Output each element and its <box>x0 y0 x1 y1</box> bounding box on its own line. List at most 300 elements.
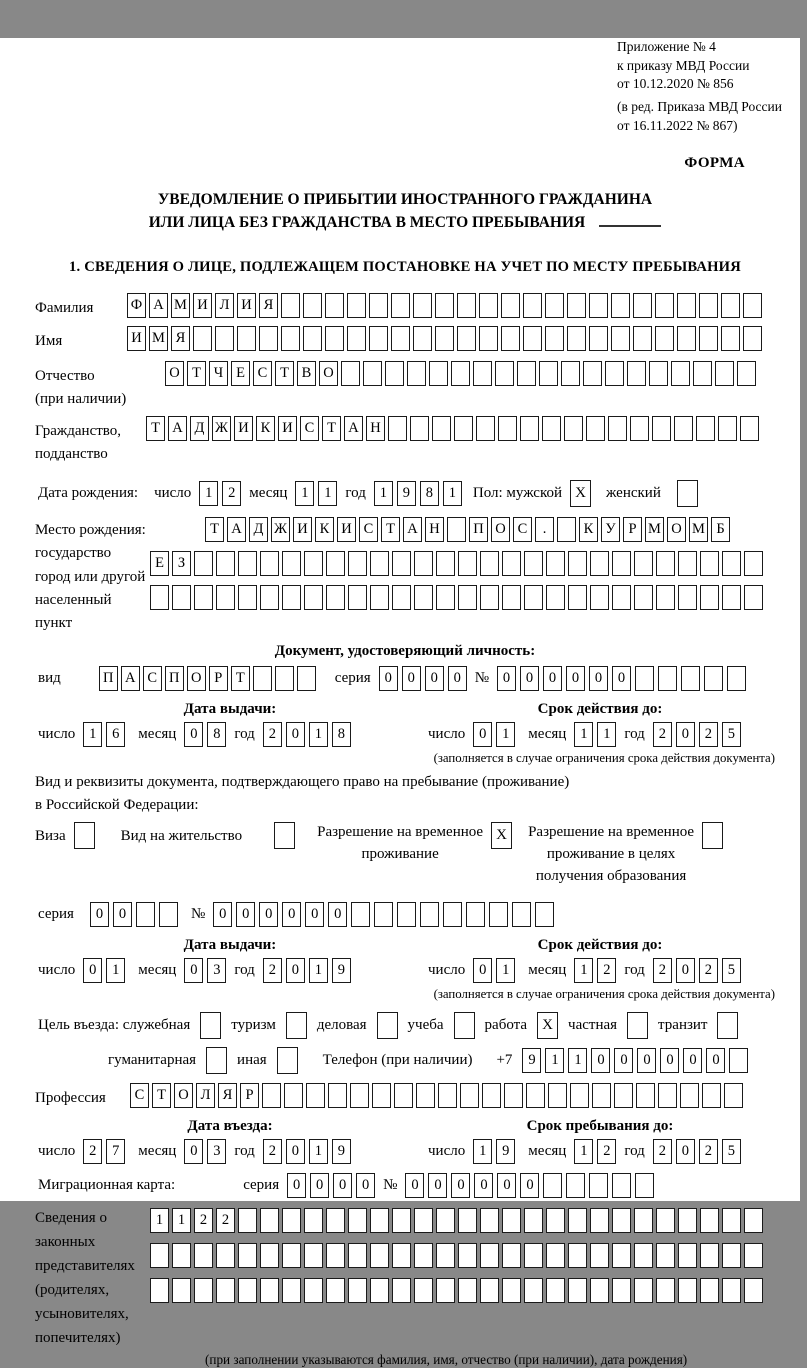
char-box[interactable]: Л <box>215 293 234 318</box>
char-box[interactable] <box>656 585 675 610</box>
char-box[interactable]: 0 <box>543 666 562 691</box>
char-box[interactable]: 0 <box>676 958 695 983</box>
char-box[interactable] <box>656 551 675 576</box>
char-box[interactable]: 0 <box>566 666 585 691</box>
char-box[interactable] <box>590 1243 609 1268</box>
char-box[interactable] <box>304 1208 323 1233</box>
char-box[interactable] <box>489 902 508 927</box>
char-box[interactable]: Т <box>152 1083 171 1108</box>
char-box[interactable]: 3 <box>207 958 226 983</box>
char-box[interactable] <box>634 1243 653 1268</box>
char-box[interactable] <box>649 361 668 386</box>
char-box[interactable] <box>392 585 411 610</box>
char-box[interactable] <box>262 1083 281 1108</box>
char-box[interactable] <box>634 1208 653 1233</box>
purpose-ucheba-checkbox[interactable] <box>454 1012 475 1039</box>
visa-checkbox[interactable] <box>74 822 95 849</box>
char-box[interactable]: 1 <box>309 722 328 747</box>
temp-permit-checkbox[interactable]: X <box>491 822 512 849</box>
char-box[interactable]: 0 <box>405 1173 424 1198</box>
char-box[interactable]: 0 <box>425 666 444 691</box>
char-box[interactable] <box>303 326 322 351</box>
char-box[interactable]: И <box>193 293 212 318</box>
char-box[interactable]: 2 <box>699 1139 718 1164</box>
char-box[interactable]: 9 <box>397 481 416 506</box>
char-box[interactable]: 0 <box>184 722 203 747</box>
char-box[interactable]: Е <box>150 551 169 576</box>
char-box[interactable]: А <box>344 416 363 441</box>
residence-permit-checkbox[interactable] <box>274 822 295 849</box>
char-box[interactable] <box>363 361 382 386</box>
char-box[interactable]: 1 <box>545 1048 564 1073</box>
char-box[interactable] <box>543 1173 562 1198</box>
char-box[interactable]: 1 <box>309 1139 328 1164</box>
char-box[interactable]: О <box>174 1083 193 1108</box>
char-box[interactable] <box>304 551 323 576</box>
char-box[interactable]: 7 <box>106 1139 125 1164</box>
char-box[interactable] <box>237 326 256 351</box>
char-box[interactable]: Т <box>146 416 165 441</box>
char-box[interactable] <box>724 1083 743 1108</box>
char-box[interactable]: 0 <box>706 1048 725 1073</box>
char-box[interactable] <box>136 902 155 927</box>
char-box[interactable]: О <box>491 517 510 542</box>
char-box[interactable] <box>681 666 700 691</box>
char-box[interactable]: А <box>227 517 246 542</box>
char-box[interactable]: 9 <box>332 958 351 983</box>
char-box[interactable] <box>523 326 542 351</box>
char-box[interactable] <box>546 585 565 610</box>
char-box[interactable] <box>238 551 257 576</box>
char-box[interactable] <box>635 666 654 691</box>
char-box[interactable] <box>658 1083 677 1108</box>
char-box[interactable] <box>159 902 178 927</box>
purpose-inaya-checkbox[interactable] <box>277 1047 298 1074</box>
char-box[interactable] <box>722 551 741 576</box>
char-box[interactable]: С <box>300 416 319 441</box>
char-box[interactable] <box>457 326 476 351</box>
char-box[interactable] <box>436 551 455 576</box>
char-box[interactable] <box>391 293 410 318</box>
char-box[interactable]: И <box>337 517 356 542</box>
char-box[interactable] <box>326 551 345 576</box>
char-box[interactable] <box>740 416 759 441</box>
char-box[interactable] <box>458 1243 477 1268</box>
char-box[interactable] <box>524 585 543 610</box>
char-box[interactable] <box>420 902 439 927</box>
char-box[interactable] <box>260 585 279 610</box>
char-box[interactable]: 9 <box>496 1139 515 1164</box>
char-box[interactable]: Р <box>209 666 228 691</box>
char-box[interactable]: 0 <box>520 1173 539 1198</box>
char-box[interactable] <box>502 585 521 610</box>
char-box[interactable] <box>656 1208 675 1233</box>
char-box[interactable] <box>392 1243 411 1268</box>
char-box[interactable] <box>744 1243 763 1268</box>
char-box[interactable]: Е <box>231 361 250 386</box>
char-box[interactable] <box>627 361 646 386</box>
char-box[interactable] <box>614 1083 633 1108</box>
char-box[interactable] <box>281 326 300 351</box>
char-box[interactable] <box>194 1243 213 1268</box>
char-box[interactable] <box>548 1083 567 1108</box>
char-box[interactable] <box>546 1208 565 1233</box>
char-box[interactable] <box>567 293 586 318</box>
char-box[interactable]: 0 <box>184 1139 203 1164</box>
char-box[interactable] <box>216 551 235 576</box>
char-box[interactable]: 1 <box>597 722 616 747</box>
char-box[interactable] <box>150 1278 169 1303</box>
char-box[interactable]: Н <box>425 517 444 542</box>
char-box[interactable] <box>325 293 344 318</box>
char-box[interactable]: И <box>278 416 297 441</box>
char-box[interactable] <box>722 1278 741 1303</box>
char-box[interactable] <box>432 416 451 441</box>
char-box[interactable] <box>326 585 345 610</box>
char-box[interactable] <box>370 1243 389 1268</box>
char-box[interactable] <box>652 416 671 441</box>
char-box[interactable]: А <box>168 416 187 441</box>
char-box[interactable]: 2 <box>699 958 718 983</box>
char-box[interactable] <box>480 585 499 610</box>
char-box[interactable] <box>347 293 366 318</box>
char-box[interactable]: 2 <box>263 958 282 983</box>
char-box[interactable]: 1 <box>295 481 314 506</box>
purpose-gumanitarnaya-checkbox[interactable] <box>206 1047 227 1074</box>
char-box[interactable] <box>590 1278 609 1303</box>
char-box[interactable] <box>480 551 499 576</box>
char-box[interactable]: 0 <box>473 958 492 983</box>
char-box[interactable] <box>436 1243 455 1268</box>
char-box[interactable] <box>568 1278 587 1303</box>
char-box[interactable]: И <box>234 416 253 441</box>
char-box[interactable]: Я <box>218 1083 237 1108</box>
char-box[interactable]: 0 <box>637 1048 656 1073</box>
char-box[interactable]: 0 <box>451 1173 470 1198</box>
char-box[interactable] <box>524 1278 543 1303</box>
char-box[interactable]: 0 <box>328 902 347 927</box>
char-box[interactable]: 0 <box>520 666 539 691</box>
char-box[interactable] <box>306 1083 325 1108</box>
char-box[interactable]: 9 <box>522 1048 541 1073</box>
char-box[interactable] <box>744 1208 763 1233</box>
char-box[interactable] <box>635 1173 654 1198</box>
char-box[interactable]: Я <box>259 293 278 318</box>
char-box[interactable]: 0 <box>428 1173 447 1198</box>
char-box[interactable] <box>458 585 477 610</box>
char-box[interactable]: 0 <box>213 902 232 927</box>
char-box[interactable] <box>413 293 432 318</box>
char-box[interactable] <box>479 293 498 318</box>
char-box[interactable]: К <box>256 416 275 441</box>
char-box[interactable] <box>436 1208 455 1233</box>
char-box[interactable]: 0 <box>310 1173 329 1198</box>
char-box[interactable] <box>612 1243 631 1268</box>
char-box[interactable] <box>545 293 564 318</box>
char-box[interactable]: Т <box>381 517 400 542</box>
char-box[interactable]: С <box>513 517 532 542</box>
char-box[interactable]: М <box>689 517 708 542</box>
char-box[interactable] <box>194 1278 213 1303</box>
char-box[interactable]: Ж <box>212 416 231 441</box>
char-box[interactable] <box>458 1278 477 1303</box>
char-box[interactable] <box>238 1278 257 1303</box>
char-box[interactable] <box>348 585 367 610</box>
purpose-turizm-checkbox[interactable] <box>286 1012 307 1039</box>
char-box[interactable]: 0 <box>676 1139 695 1164</box>
char-box[interactable]: О <box>187 666 206 691</box>
char-box[interactable] <box>564 416 583 441</box>
char-box[interactable]: А <box>121 666 140 691</box>
char-box[interactable] <box>502 1208 521 1233</box>
char-box[interactable]: 2 <box>83 1139 102 1164</box>
char-box[interactable] <box>326 1278 345 1303</box>
char-box[interactable]: Я <box>171 326 190 351</box>
char-box[interactable] <box>722 585 741 610</box>
char-box[interactable] <box>193 326 212 351</box>
char-box[interactable] <box>583 361 602 386</box>
char-box[interactable]: 8 <box>332 722 351 747</box>
char-box[interactable] <box>568 1208 587 1233</box>
char-box[interactable]: 2 <box>653 722 672 747</box>
char-box[interactable] <box>655 293 674 318</box>
char-box[interactable] <box>194 551 213 576</box>
char-box[interactable]: 0 <box>286 1139 305 1164</box>
char-box[interactable] <box>451 361 470 386</box>
char-box[interactable]: Ч <box>209 361 228 386</box>
char-box[interactable]: 3 <box>207 1139 226 1164</box>
char-box[interactable] <box>435 326 454 351</box>
char-box[interactable] <box>150 1243 169 1268</box>
char-box[interactable]: Р <box>623 517 642 542</box>
char-box[interactable]: Д <box>249 517 268 542</box>
char-box[interactable]: А <box>149 293 168 318</box>
char-box[interactable]: Т <box>275 361 294 386</box>
char-box[interactable] <box>253 666 272 691</box>
char-box[interactable] <box>495 361 514 386</box>
char-box[interactable] <box>677 326 696 351</box>
char-box[interactable] <box>435 293 454 318</box>
char-box[interactable] <box>520 416 539 441</box>
char-box[interactable] <box>414 585 433 610</box>
char-box[interactable]: С <box>359 517 378 542</box>
char-box[interactable] <box>655 326 674 351</box>
char-box[interactable] <box>592 1083 611 1108</box>
char-box[interactable]: 0 <box>113 902 132 927</box>
char-box[interactable]: М <box>171 293 190 318</box>
char-box[interactable] <box>216 585 235 610</box>
char-box[interactable] <box>194 585 213 610</box>
char-box[interactable] <box>715 361 734 386</box>
char-box[interactable] <box>700 551 719 576</box>
char-box[interactable] <box>729 1048 748 1073</box>
char-box[interactable] <box>260 551 279 576</box>
temp-permit-edu-checkbox[interactable] <box>702 822 723 849</box>
char-box[interactable] <box>671 361 690 386</box>
char-box[interactable]: 0 <box>474 1173 493 1198</box>
char-box[interactable] <box>611 326 630 351</box>
char-box[interactable] <box>699 326 718 351</box>
char-box[interactable] <box>397 902 416 927</box>
char-box[interactable] <box>700 585 719 610</box>
char-box[interactable] <box>238 1208 257 1233</box>
purpose-rabota-checkbox[interactable]: X <box>537 1012 558 1039</box>
sex-female-checkbox[interactable] <box>677 480 698 507</box>
char-box[interactable] <box>656 1278 675 1303</box>
char-box[interactable] <box>392 551 411 576</box>
char-box[interactable] <box>568 585 587 610</box>
char-box[interactable] <box>458 1208 477 1233</box>
char-box[interactable] <box>524 551 543 576</box>
char-box[interactable]: 5 <box>722 958 741 983</box>
char-box[interactable]: 0 <box>282 902 301 927</box>
char-box[interactable] <box>526 1083 545 1108</box>
char-box[interactable]: 0 <box>184 958 203 983</box>
char-box[interactable] <box>605 361 624 386</box>
char-box[interactable]: С <box>143 666 162 691</box>
char-box[interactable]: С <box>130 1083 149 1108</box>
char-box[interactable] <box>282 551 301 576</box>
char-box[interactable] <box>658 666 677 691</box>
char-box[interactable]: О <box>165 361 184 386</box>
char-box[interactable]: 1 <box>574 958 593 983</box>
char-box[interactable]: 2 <box>263 1139 282 1164</box>
char-box[interactable]: 2 <box>597 958 616 983</box>
char-box[interactable]: Ж <box>271 517 290 542</box>
char-box[interactable] <box>372 1083 391 1108</box>
char-box[interactable] <box>612 1208 631 1233</box>
char-box[interactable] <box>700 1243 719 1268</box>
char-box[interactable]: 5 <box>722 722 741 747</box>
char-box[interactable] <box>568 1243 587 1268</box>
char-box[interactable]: 0 <box>236 902 255 927</box>
char-box[interactable]: Ф <box>127 293 146 318</box>
char-box[interactable]: 0 <box>333 1173 352 1198</box>
char-box[interactable]: 2 <box>194 1208 213 1233</box>
char-box[interactable]: У <box>601 517 620 542</box>
char-box[interactable]: М <box>645 517 664 542</box>
char-box[interactable] <box>215 326 234 351</box>
char-box[interactable] <box>589 1173 608 1198</box>
char-box[interactable]: И <box>293 517 312 542</box>
char-box[interactable] <box>678 1208 697 1233</box>
char-box[interactable] <box>282 1208 301 1233</box>
char-box[interactable] <box>259 326 278 351</box>
char-box[interactable]: 0 <box>286 722 305 747</box>
char-box[interactable] <box>374 902 393 927</box>
char-box[interactable] <box>407 361 426 386</box>
char-box[interactable] <box>699 293 718 318</box>
char-box[interactable] <box>348 1208 367 1233</box>
char-box[interactable] <box>523 293 542 318</box>
char-box[interactable]: 0 <box>614 1048 633 1073</box>
char-box[interactable] <box>630 416 649 441</box>
purpose-tranzit-checkbox[interactable] <box>717 1012 738 1039</box>
char-box[interactable] <box>727 666 746 691</box>
char-box[interactable] <box>476 416 495 441</box>
char-box[interactable] <box>304 1243 323 1268</box>
char-box[interactable] <box>447 517 466 542</box>
char-box[interactable] <box>566 1173 585 1198</box>
char-box[interactable] <box>284 1083 303 1108</box>
char-box[interactable]: К <box>315 517 334 542</box>
char-box[interactable] <box>678 585 697 610</box>
char-box[interactable] <box>303 293 322 318</box>
char-box[interactable] <box>743 326 762 351</box>
char-box[interactable]: 0 <box>497 1173 516 1198</box>
purpose-delovaya-checkbox[interactable] <box>377 1012 398 1039</box>
char-box[interactable] <box>535 902 554 927</box>
char-box[interactable] <box>678 1243 697 1268</box>
char-box[interactable] <box>634 551 653 576</box>
char-box[interactable] <box>546 551 565 576</box>
char-box[interactable]: 1 <box>150 1208 169 1233</box>
char-box[interactable] <box>172 585 191 610</box>
char-box[interactable] <box>737 361 756 386</box>
char-box[interactable]: П <box>99 666 118 691</box>
char-box[interactable] <box>216 1243 235 1268</box>
char-box[interactable]: 0 <box>589 666 608 691</box>
char-box[interactable] <box>700 1278 719 1303</box>
char-box[interactable] <box>561 361 580 386</box>
char-box[interactable] <box>304 1278 323 1303</box>
char-box[interactable]: 2 <box>699 722 718 747</box>
purpose-chastnaya-checkbox[interactable] <box>627 1012 648 1039</box>
char-box[interactable] <box>608 416 627 441</box>
char-box[interactable] <box>216 1278 235 1303</box>
char-box[interactable]: 0 <box>356 1173 375 1198</box>
char-box[interactable]: 1 <box>172 1208 191 1233</box>
char-box[interactable]: Д <box>190 416 209 441</box>
char-box[interactable] <box>325 326 344 351</box>
char-box[interactable] <box>473 361 492 386</box>
char-box[interactable] <box>297 666 316 691</box>
char-box[interactable] <box>718 416 737 441</box>
char-box[interactable] <box>391 326 410 351</box>
char-box[interactable]: И <box>237 293 256 318</box>
char-box[interactable]: Р <box>240 1083 259 1108</box>
char-box[interactable] <box>326 1243 345 1268</box>
char-box[interactable] <box>634 585 653 610</box>
char-box[interactable] <box>438 1083 457 1108</box>
char-box[interactable] <box>443 902 462 927</box>
char-box[interactable] <box>282 1278 301 1303</box>
char-box[interactable]: 1 <box>318 481 337 506</box>
char-box[interactable] <box>466 902 485 927</box>
char-box[interactable]: З <box>172 551 191 576</box>
char-box[interactable]: Л <box>196 1083 215 1108</box>
char-box[interactable] <box>744 585 763 610</box>
char-box[interactable] <box>479 326 498 351</box>
char-box[interactable] <box>542 416 561 441</box>
char-box[interactable] <box>348 1243 367 1268</box>
char-box[interactable] <box>501 326 520 351</box>
char-box[interactable]: 1 <box>574 1139 593 1164</box>
char-box[interactable]: П <box>165 666 184 691</box>
char-box[interactable] <box>416 1083 435 1108</box>
char-box[interactable] <box>570 1083 589 1108</box>
char-box[interactable] <box>502 1243 521 1268</box>
char-box[interactable] <box>693 361 712 386</box>
char-box[interactable] <box>480 1278 499 1303</box>
char-box[interactable]: П <box>469 517 488 542</box>
char-box[interactable] <box>392 1208 411 1233</box>
char-box[interactable] <box>546 1243 565 1268</box>
char-box[interactable] <box>612 1173 631 1198</box>
char-box[interactable] <box>633 326 652 351</box>
char-box[interactable]: 1 <box>309 958 328 983</box>
char-box[interactable]: . <box>535 517 554 542</box>
